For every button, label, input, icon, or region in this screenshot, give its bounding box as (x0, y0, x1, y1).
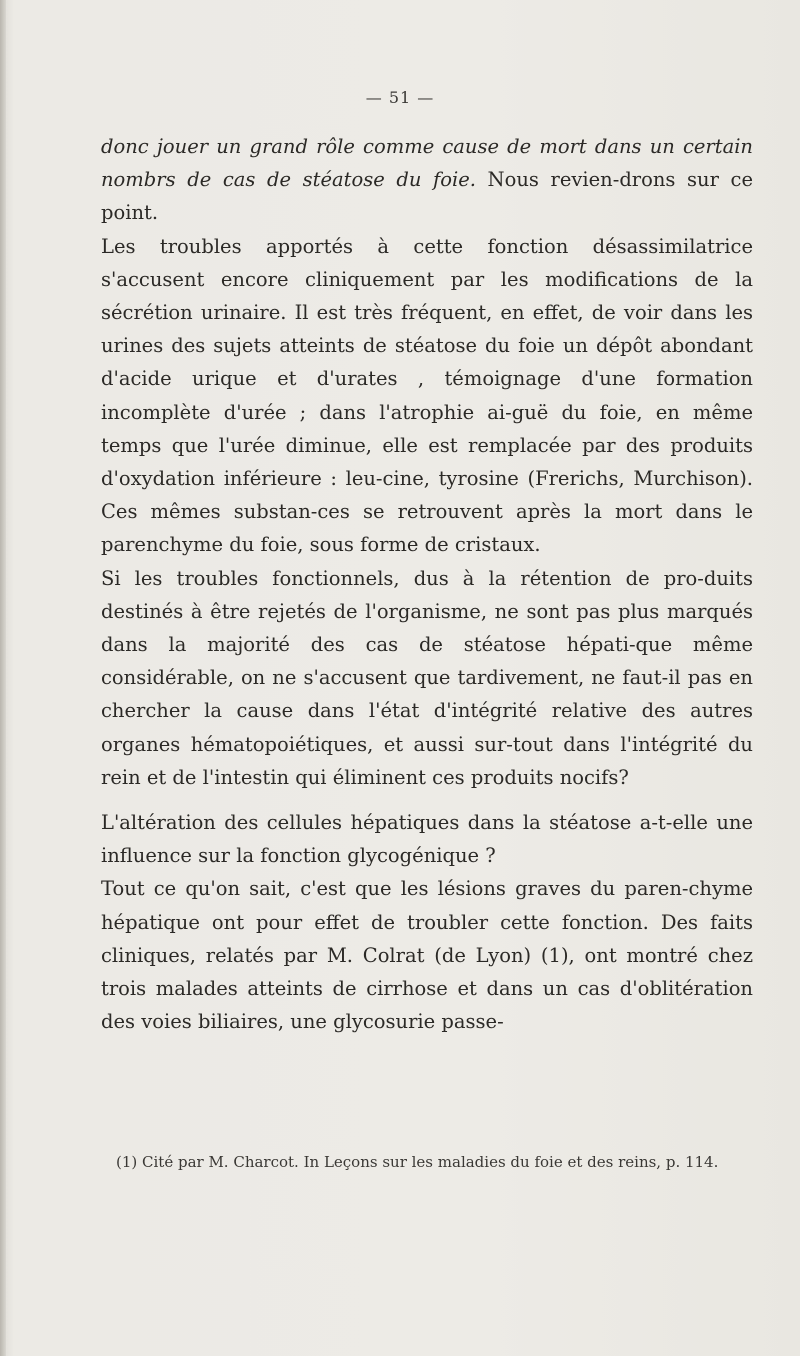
page-edge (0, 0, 6, 1356)
paragraph-1-rest: Nous revien-drons sur ce point. (101, 168, 753, 225)
footnote: (1) Cité par M. Charcot. In Leçons sur les maladies du foie et des reins, p. 114. (116, 1153, 719, 1171)
body-text (101, 130, 753, 1038)
paragraph-gap (101, 794, 753, 806)
paragraph-2: Les troubles apportés à cette fonction désassimilatrice s'accusent encore cliniquement par les modifications de la sécrétion urinaire. Il est très fréquent, en effet, de voir dans les urines des sujets atteints de stéatose du foie un dépôt abondant d'acide urique et d'urates , témoignage d'une formation incomplète d'urée ; dans l'atrophie ai-guë du foie, en même temps que l'urée diminue, elle est remplacée par des produits d'oxydation inférieure : leu-cine, tyrosine (Frerichs, Murchison). Ces mêmes substan-ces se retrouvent après la mort dans le parenchyme du foie, sous forme de cristaux. (101, 234, 753, 557)
paragraph-1-italic: donc jouer un grand rôle comme cause de mort dans un certain nombrs de cas de stéatose du foie. (101, 135, 753, 192)
paragraph-4: L'altération des cellules hépatiques dans la stéatose a-t-elle une influence sur la fonction glycogénique ? (101, 811, 753, 868)
paragraph-5: Tout ce qu'on sait, c'est que les lésions graves du paren-chyme hépatique ont pour effet de troubler cette fonction. Des faits cliniques, relatés par M. Colrat (de Lyon) (1), ont montré chez trois malades atteints de cirrhose et dans un cas d'oblitération des voies biliaires, une glycosurie passe- (101, 877, 753, 1034)
paragraph-1 (101, 130, 753, 230)
page-number: — 51 — (365, 88, 435, 107)
paragraph-3: Si les troubles fonctionnels, dus à la rétention de pro-duits destinés à être rejetés de l'organisme, ne sont pas plus marqués dans la majorité des cas de stéatose hépati-que même considérable, on ne s'accusent que tardivement, ne faut-il pas en chercher la cause dans l'état d'intégrité relative des autres organes hématopoiétiques, et aussi sur-tout dans l'intégrité du rein et de l'intestin qui éliminent ces produits nocifs? (101, 566, 753, 789)
